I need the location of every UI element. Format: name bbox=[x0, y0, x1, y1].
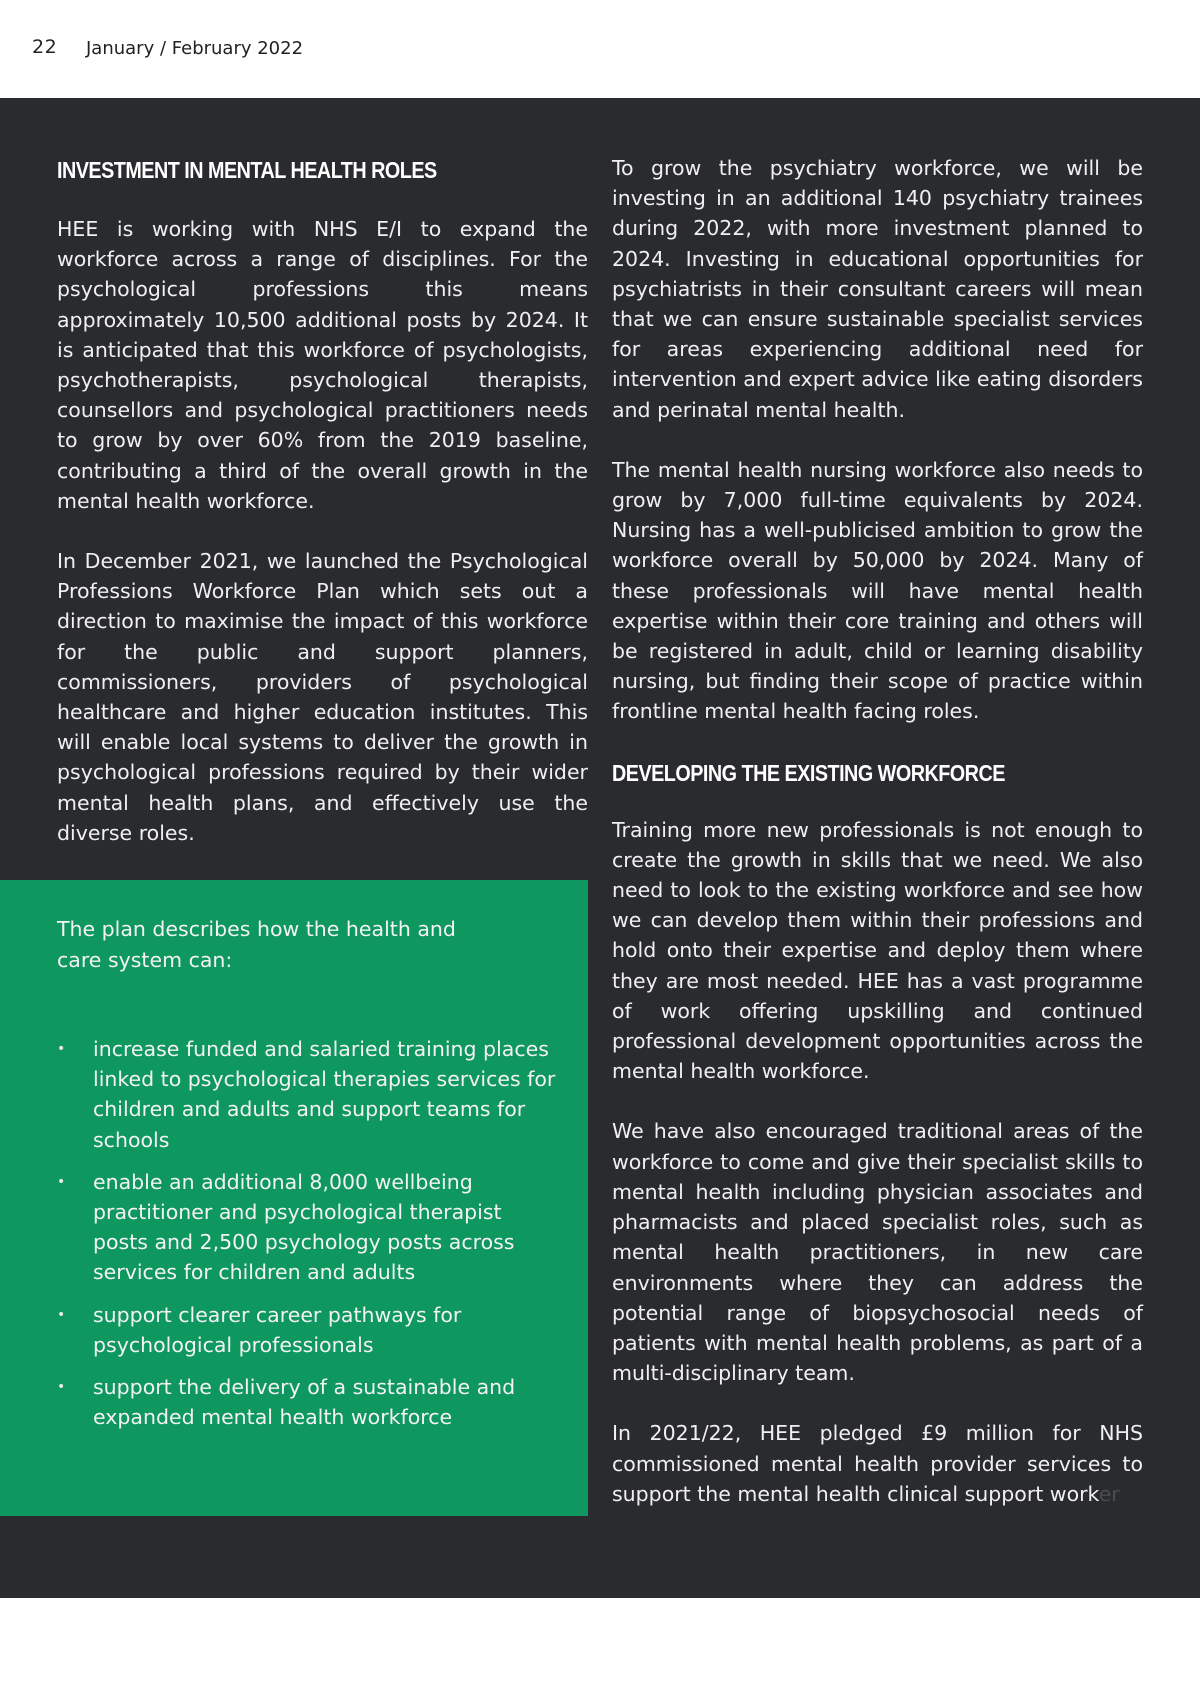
section-heading-developing: DEVELOPING THE EXISTING WORKFORCE bbox=[612, 759, 1005, 786]
paragraph: To grow the psychiatry workforce, we will be investing in an additional 140 psychiatry trainees during 2022, with more investment planned to 2024. Investing in educational opportunities for psychiatrists in their consultant careers will mean that we can ensure sustainable specialist services for areas experiencing additional need for intervention and expert advice like eating disorders and perinatal mental health. bbox=[612, 156, 1143, 422]
list-item bbox=[57, 1167, 557, 1288]
callout-bullet-list bbox=[57, 1034, 557, 1444]
callout-intro: The plan describes how the health and care system can: bbox=[57, 917, 456, 972]
bullet-icon: • bbox=[57, 1041, 66, 1057]
paragraph: We have also encouraged traditional areas of the workforce to come and give their specialist skills to mental health including physician associates and pharmacists and placed specialist roles, such as mental health practitioners, in new care environments where they can address the potential range of biopsychosocial needs of patients with mental health problems, as part of a multi-disciplinary team. bbox=[612, 1119, 1143, 1386]
paragraph bbox=[612, 1418, 1143, 1509]
page-number: 22 bbox=[32, 36, 58, 58]
bullet-icon: • bbox=[57, 1306, 66, 1323]
list-item-text: support clearer career pathways for psychological professionals bbox=[93, 1302, 462, 1357]
paragraph: HEE is working with NHS E/I to expand the workforce across a range of disciplines. For the psychological professions this means approximately 10,500 additional posts by 2024. It is anticipated that this workforce of psychologists, psychotherapists, psychological therapists, counsellors and psychological practitioners needs to grow by over 60% from the 2019 baseline, contributing a third of the overall growth in the mental health workforce. bbox=[57, 217, 588, 513]
paragraph: In December 2021, we launched the Psychological Professions Workforce Plan which sets out a direction to maximise the impact of this workforce for the public and support planners, commissioners, providers of psychological healthcare and higher education institutes. This will enable local systems to deliver the growth in psychological professions required by their wider mental health plans, and effectively use the diverse roles. bbox=[57, 549, 588, 845]
page-header bbox=[0, 0, 1200, 98]
paragraph-continuation: er bbox=[1098, 1481, 1120, 1506]
list-item bbox=[57, 1372, 557, 1432]
list-item bbox=[57, 1034, 557, 1155]
list-item-text: enable an additional 8,000 wellbeing practitioner and psychological therapist posts and 2,500 psychology posts across services for children and adults bbox=[93, 1169, 515, 1285]
bullet-icon: • bbox=[57, 1173, 66, 1190]
paragraph-text: In 2021/22, HEE pledged £9 million for NHS commissioned mental health provider services to support the mental health clinical support work bbox=[612, 1421, 1143, 1506]
paragraph: Training more new professionals is not enough to create the growth in skills that we need. We also need to look to the existing workforce and see how we can develop them within their professions and hold onto their expertise and deploy them where they are most needed. HEE has a vast programme of work offering upskilling and continued professional development opportunities across the mental health workforce. bbox=[612, 817, 1143, 1084]
page-footer bbox=[0, 1598, 1200, 1696]
left-column bbox=[57, 154, 588, 848]
right-column bbox=[612, 153, 1143, 1509]
list-item-text: increase funded and salaried training places linked to psychological therapies services for children and adults and support teams for schools bbox=[93, 1037, 556, 1152]
bullet-icon: • bbox=[57, 1379, 66, 1396]
issue-date: January / February 2022 bbox=[86, 38, 304, 59]
paragraph: The mental health nursing workforce also needs to grow by 7,000 full-time equivalents by 2024. Nursing has a well-publicised ambition to grow the workforce overall by 50,000 by 2024. Many of these professionals will have mental health expertise within their core training and others will be registered in adult, child or learning disability nursing, but finding their scope of practice within frontline mental health facing roles. bbox=[612, 457, 1143, 724]
list-item-text: support the delivery of a sustainable and expanded mental health workforce bbox=[93, 1375, 516, 1430]
section-heading-investment: INVESTMENT IN MENTAL HEALTH ROLES bbox=[57, 157, 437, 183]
list-item bbox=[57, 1300, 557, 1360]
